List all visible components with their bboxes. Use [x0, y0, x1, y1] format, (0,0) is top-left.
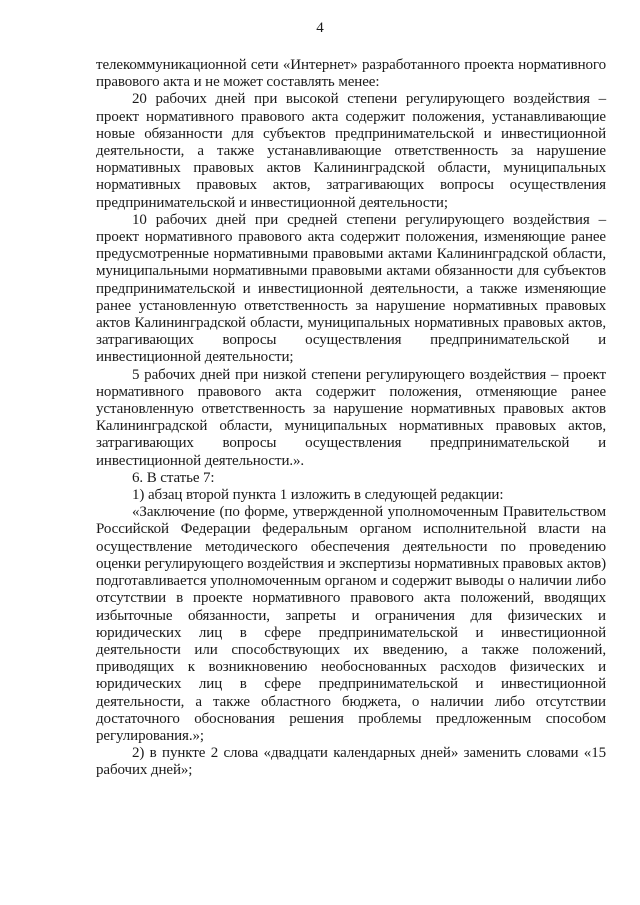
paragraph-conclusion-text: «Заключение (по форме, утвержденной уполномоченным Правительством Российской Федерации федеральным органом исполнительной власти на осуществление методического обеспечения деятельности по проведению оценки регулирующего воздействия и экспертизы нормативных правовых актов) подготавливается уполномоченным органом и содержит выводы о наличии либо отсутствии в проекте нормативного правового акта положений, вводящих избыточные обязанности, запреты и ограничения для физических и юридических лиц в сфере предпринимательской и инвестиционной деятельности или способствующих их введению, а также положений, приводящих к возникновению необоснованных расходов физических и юридических лиц в сфере предпринимательской и инвестиционной деятельности, а также областного бюджета, о наличии либо отсутствии достаточного обоснования решения проблемы предложенным способом регулирования.»; — [96, 504, 606, 744]
paragraph-item-1: 1) абзац второй пункта 1 изложить в следующей редакции: — [132, 487, 504, 504]
paragraph-medium-impact: 10 рабочих дней при средней степени регулирующего воздействия – проект нормативного правового акта содержит положения, изменяющие ранее предусмотренные нормативными правовыми актами Калининградской области, муниципальными нормативными правовыми актами обязанности для субъектов предпринимательской и инвестиционной деятельности, а также изменяющие ранее установленную ответственность за нарушение нормативных правовых актов Калининградской области, муниципальных нормативных правовых актов, затрагивающих вопросы осуществления предпринимательской и инвестиционной деятельности; — [96, 211, 606, 366]
document-body — [96, 57, 606, 780]
paragraph-article-7-heading: 6. В статье 7: — [132, 469, 215, 486]
page-number: 4 — [316, 20, 324, 36]
paragraph-low-impact: 5 рабочих дней при низкой степени регулирующего воздействия – проект нормативного правового акта содержит положения, отменяющие ранее установленную ответственность за нарушение нормативных правовых актов Калининградской области, муниципальных нормативных правовых актов, затрагивающих вопросы осуществления предпринимательской и инвестиционной деятельности.». — [96, 366, 606, 469]
paragraph-item-2: 2) в пункте 2 слова «двадцати календарных дней» заменить словами «15 рабочих дней»; — [96, 745, 606, 779]
paragraph-high-impact: 20 рабочих дней при высокой степени регулирующего воздействия – проект нормативного правового акта содержит положения, устанавливающие новые обязанности для субъектов предпринимательской и инвестиционной деятельности, а также устанавливающие ответственность за нарушение нормативных правовых актов Калининградской области, муниципальных нормативных правовых актов, затрагивающих вопросы осуществления предпринимательской и инвестиционной деятельности; — [96, 91, 606, 211]
paragraph-continuation: телекоммуникационной сети «Интернет» разработанного проекта нормативного правового акта и не может составлять менее: — [96, 57, 606, 91]
